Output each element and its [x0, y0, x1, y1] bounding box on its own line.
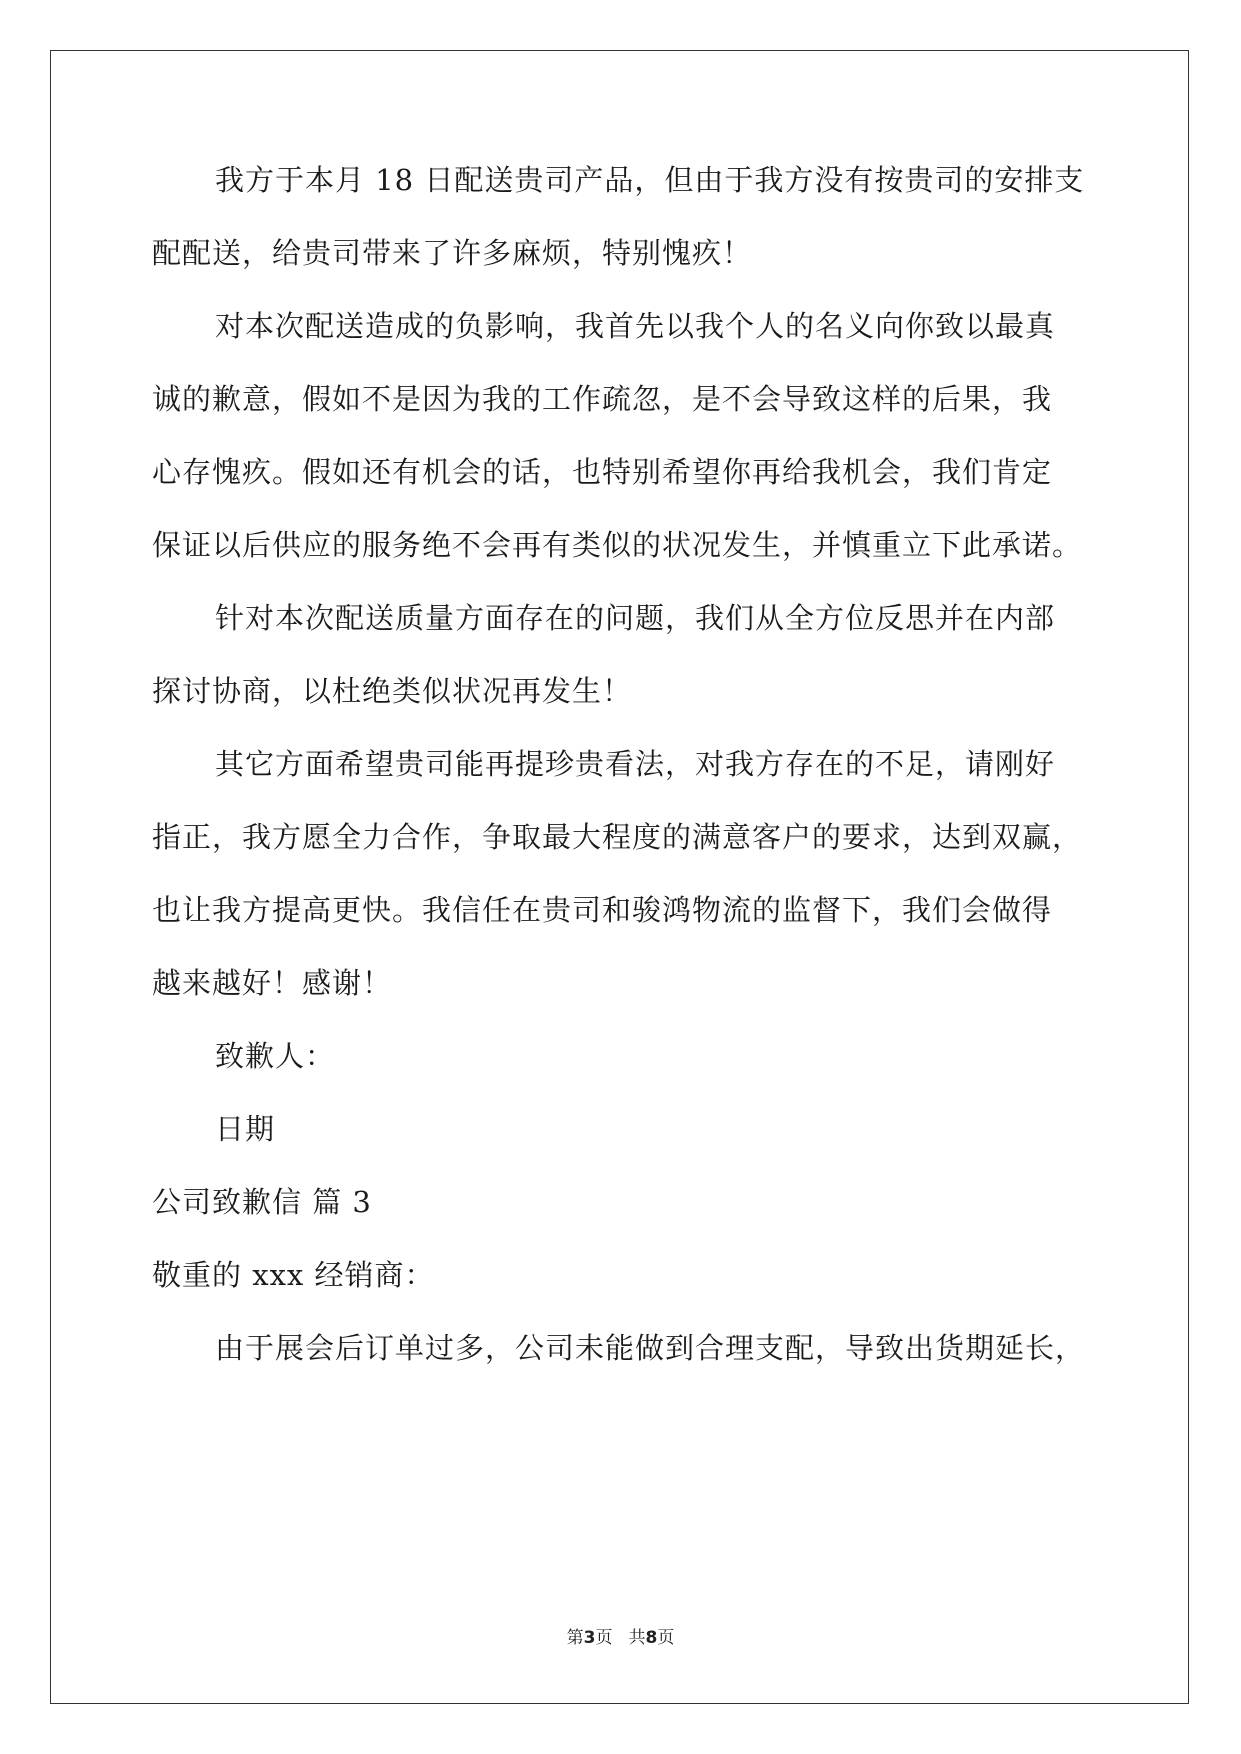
- text-line: 针对本次配送质量方面存在的问题，我们从全方位反思并在内部: [215, 601, 1056, 635]
- text-line: 也让我方提高更快。我信任在贵司和骏鸿物流的监督下，我们会做得: [152, 893, 1053, 927]
- text-line: 其它方面希望贵司能再提珍贵看法，对我方存在的不足，请刚好: [215, 747, 1056, 781]
- text-line: 由于展会后订单过多，公司未能做到合理支配，导致出货期延长，: [215, 1331, 1086, 1365]
- date-label: 日期: [215, 1112, 276, 1146]
- signature-label: 致歉人：: [215, 1039, 336, 1073]
- text-line: 我方于本月 18 日配送贵司产品，但由于我方没有按贵司的安排支: [215, 163, 1085, 197]
- text-line: 配配送，给贵司带来了许多麻烦，特别愧疚！: [152, 236, 753, 270]
- page-border: [50, 50, 1189, 1704]
- text-line: 诚的歉意，假如不是因为我的工作疏忽，是不会导致这样的后果，我: [152, 382, 1053, 416]
- salutation: 敬重的 xxx 经销商：: [152, 1258, 435, 1292]
- text-line: 保证以后供应的服务绝不会再有类似的状况发生，并慎重立下此承诺。: [152, 528, 1083, 562]
- text-line: 探讨协商，以杜绝类似状况再发生！: [152, 674, 633, 708]
- total-page-number: 8: [645, 1628, 658, 1648]
- footer-prefix: 第: [566, 1628, 584, 1648]
- page-footer: [0, 1627, 1241, 1649]
- footer-total-prefix: 共: [628, 1628, 646, 1648]
- text-line: 心存愧疚。假如还有机会的话，也特别希望你再给我机会，我们肯定: [152, 455, 1053, 489]
- footer-mid: 页: [595, 1628, 613, 1648]
- text-line: 对本次配送造成的负影响，我首先以我个人的名义向你致以最真: [215, 309, 1056, 343]
- footer-suffix: 页: [657, 1628, 675, 1648]
- current-page-number: 3: [583, 1628, 596, 1648]
- text-line: 指正，我方愿全力合作，争取最大程度的满意客户的要求，达到双赢，: [152, 820, 1083, 854]
- section-heading: 公司致歉信 篇 3: [152, 1185, 372, 1219]
- text-line: 越来越好！感谢！: [152, 966, 393, 1000]
